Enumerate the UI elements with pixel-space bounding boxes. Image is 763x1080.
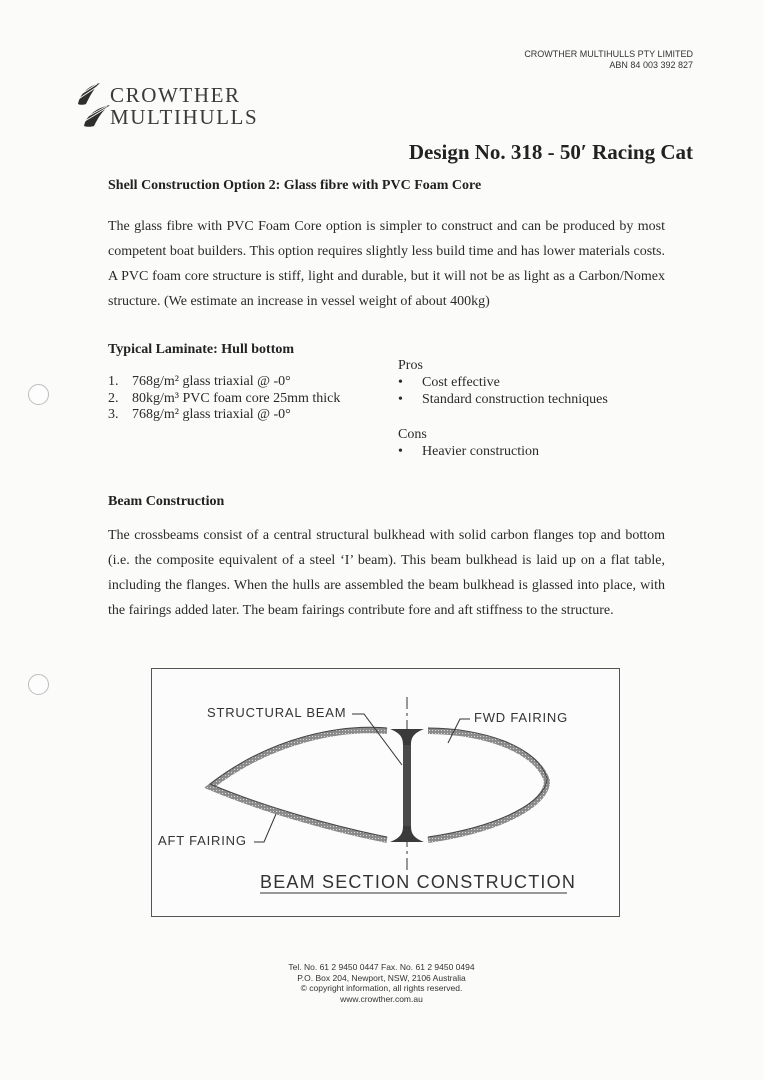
pros-list [398,375,608,408]
pros-item: • Cost effective [398,375,500,390]
footer-website: www.crowther.com.au [340,993,423,1004]
label-aft-fairing: AFT FAIRING [158,833,247,848]
bullet-icon: • [398,375,403,390]
binder-hole [28,674,49,695]
paragraph-beam: The crossbeams consist of a central structural bulkhead with solid carbon flanges top and bottom (i.e. the composite equivalent of a steel ‘I’ beam). This beam bulkhead is laid up on a flat table, including the flanges. When the hulls are assembled the beam bulkhead is glassed into place, with the fairings added later. The beam fairings contribute fore and aft stiffness to the structure. [108,528,665,618]
bullet-icon: • [398,391,403,407]
paragraph-shell: The glass fibre with PVC Foam Core option is simpler to construct and can be produced by most competent boat builders. This option requires slightly less build time and has lower materials costs. A PVC foam core structure is stiff, light and durable, but it will not be as light as a Carbon/Nomex structure. (We estimate an increase in vessel weight of about 400kg) [108,219,665,309]
company-name: CROWTHER MULTIHULLS PTY LIMITED [524,49,693,59]
section-heading-laminate: Typical Laminate: Hull bottom [108,342,295,357]
laminate-item: 3. 768g/m² glass triaxial @ -0° [108,407,291,422]
section-heading-shell: Shell Construction Option 2: Glass fibre with PVC Foam Core [108,178,482,193]
page-title: Design No. 318 - 50′ Racing Cat [408,140,693,164]
pros-item: • Standard construction techniques [398,391,608,407]
binder-hole [28,384,49,405]
company-abn: ABN 84 003 392 827 [609,60,693,70]
beam-section-figure [151,668,620,917]
label-structural-beam: STRUCTURAL BEAM [207,705,347,720]
footer-address: P.O. Box 204, Newport, NSW, 2106 Australia [297,972,466,983]
laminate-list [108,374,340,424]
cons-item: • Heavier construction [398,444,540,459]
label-fwd-fairing: FWD FAIRING [474,710,569,725]
cons-heading: Cons [398,427,427,442]
company-header [524,49,693,71]
page-footer [0,962,763,1004]
logo-line-1: CROWTHER [110,83,241,107]
pros-heading: Pros [398,358,423,373]
section-heading-beam: Beam Construction [108,494,225,509]
footer-phone: Tel. No. 61 2 9450 0447 Fax. No. 61 2 9450 0494 [288,962,475,972]
footer-copyright: © copyright information, all rights reserved. [300,983,463,993]
laminate-item: 2. 80kg/m³ PVC foam core 25mm thick [108,390,341,406]
laminate-item: 1. 768g/m² glass triaxial @ -0° [108,374,291,389]
logo-wordmark [110,84,258,128]
figure-caption: BEAM SECTION CONSTRUCTION [260,872,577,892]
logo-line-2: MULTIHULLS [110,105,259,129]
logo-sail-icon [70,80,112,130]
cons-list [398,444,539,461]
bullet-icon: • [398,444,403,459]
